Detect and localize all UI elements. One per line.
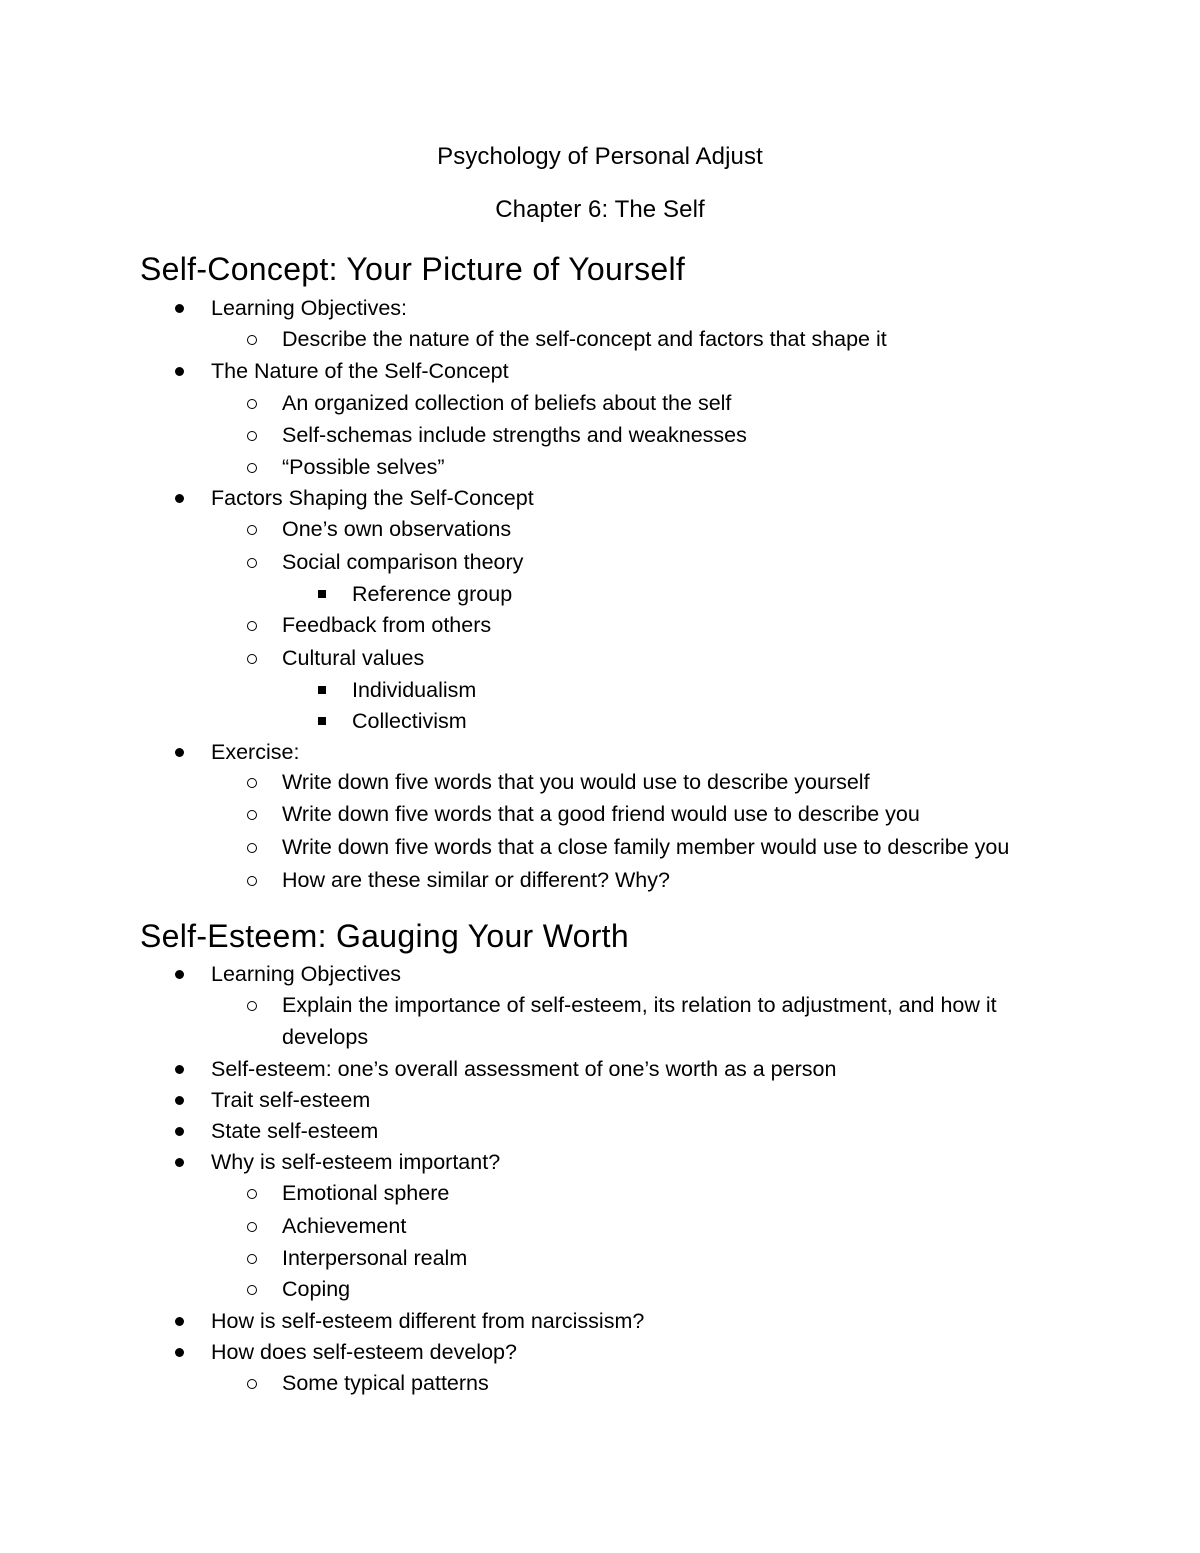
list-item: Feedback from others <box>282 613 492 637</box>
list-item: Factors Shaping the Self-Concept <box>211 486 534 510</box>
list-item: Self-esteem: one’s overall assessment of one’s worth as a person <box>211 1057 837 1081</box>
bullet-circle-icon <box>245 419 261 451</box>
bullet-circle-icon <box>245 798 261 830</box>
bullet-circle-icon <box>245 989 261 1021</box>
bullet-disc-icon <box>173 1115 187 1147</box>
document-subtitle: Chapter 6: The Self <box>495 196 705 223</box>
list-item: Social comparison theory <box>282 550 524 574</box>
section-heading-self-concept: Self-Concept: Your Picture of Yourself <box>140 251 686 287</box>
bullet-circle-icon <box>245 642 261 674</box>
bullet-square-icon <box>316 578 330 610</box>
list-item: Coping <box>282 1277 351 1301</box>
bullet-disc-icon <box>173 1336 187 1368</box>
bullet-disc-icon <box>173 1305 187 1337</box>
list-item: Some typical patterns <box>282 1371 489 1395</box>
bullet-circle-icon <box>245 387 261 419</box>
list-item: The Nature of the Self-Concept <box>211 359 509 383</box>
bullet-circle-icon <box>245 831 261 863</box>
bullet-circle-icon <box>245 451 261 483</box>
list-item: Exercise: <box>211 740 300 764</box>
bullet-circle-icon <box>245 1210 261 1242</box>
bullet-disc-icon <box>173 958 187 990</box>
bullet-disc-icon <box>173 482 187 514</box>
bullet-circle-icon <box>245 1177 261 1209</box>
bullet-disc-icon <box>173 292 187 324</box>
list-item: Individualism <box>352 678 477 702</box>
list-item: An organized collection of beliefs about the self <box>282 391 732 415</box>
list-item: Interpersonal realm <box>282 1246 468 1270</box>
bullet-circle-icon <box>245 323 261 355</box>
bullet-square-icon <box>316 674 330 706</box>
list-item: Write down five words that a close family member would use to describe you <box>282 835 1010 859</box>
list-item: Cultural values <box>282 646 425 670</box>
list-item: One’s own observations <box>282 517 512 541</box>
bullet-disc-icon <box>173 1146 187 1178</box>
bullet-circle-icon <box>245 609 261 641</box>
list-item: Write down five words that you would use to describe yourself <box>282 770 870 794</box>
list-item: “Possible selves” <box>282 455 445 479</box>
list-item: How does self-esteem develop? <box>211 1340 517 1364</box>
bullet-circle-icon <box>245 864 261 896</box>
bullet-disc-icon <box>173 355 187 387</box>
bullet-circle-icon <box>245 546 261 578</box>
list-item: Collectivism <box>352 709 467 733</box>
list-item: Why is self-esteem important? <box>211 1150 501 1174</box>
list-item: Describe the nature of the self-concept and factors that shape it <box>282 327 887 351</box>
list-item: Achievement <box>282 1214 407 1238</box>
bullet-circle-icon <box>245 1367 261 1399</box>
bullet-circle-icon <box>245 766 261 798</box>
bullet-disc-icon <box>173 1084 187 1116</box>
bullet-circle-icon <box>245 1242 261 1274</box>
list-item: Learning Objectives <box>211 962 402 986</box>
bullet-disc-icon <box>173 736 187 768</box>
section-heading-self-esteem: Self-Esteem: Gauging Your Worth <box>140 918 629 954</box>
list-item: How is self-esteem different from narcissism? <box>211 1309 645 1333</box>
list-item: Learning Objectives: <box>211 296 407 320</box>
bullet-circle-icon <box>245 1273 261 1305</box>
list-item: Emotional sphere <box>282 1181 450 1205</box>
bullet-circle-icon <box>245 513 261 545</box>
document-title: Psychology of Personal Adjust <box>437 143 763 170</box>
list-item: Explain the importance of self-esteem, its relation to adjustment, and how it develops <box>282 993 997 1049</box>
bullet-square-icon <box>316 705 330 737</box>
list-item: Reference group <box>352 582 513 606</box>
list-item: Trait self-esteem <box>211 1088 371 1112</box>
list-item: Write down five words that a good friend would use to describe you <box>282 802 920 826</box>
list-item: State self-esteem <box>211 1119 379 1143</box>
list-item: Self-schemas include strengths and weaknesses <box>282 423 747 447</box>
bullet-disc-icon <box>173 1053 187 1085</box>
list-item: How are these similar or different? Why? <box>282 868 670 892</box>
